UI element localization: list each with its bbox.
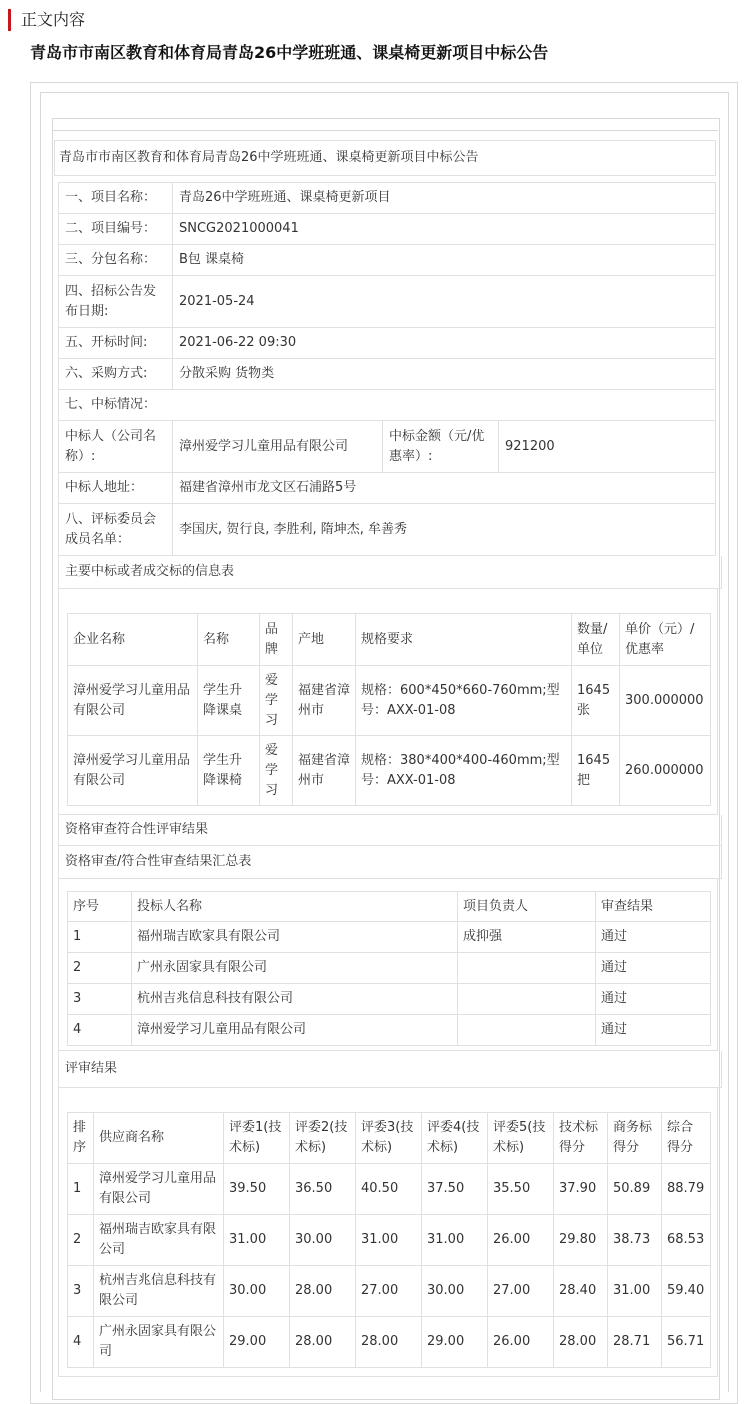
table-cell: 通过: [596, 1015, 711, 1046]
table-cell: 37.50: [422, 1164, 488, 1215]
award-label: 七、中标情况：: [59, 390, 716, 421]
table-cell: 50.89: [608, 1164, 662, 1215]
table-cell: 56.71: [662, 1317, 711, 1368]
table-cell: 3: [68, 1266, 94, 1317]
table-cell: 广州永固家具有限公司: [94, 1317, 224, 1368]
table-cell: 28.00: [290, 1266, 356, 1317]
project-name: 青岛26中学班班通、课桌椅更新项目: [173, 183, 716, 214]
table-cell: 29.80: [554, 1215, 608, 1266]
table-header: 综合得分: [662, 1113, 711, 1164]
table-cell: 35.50: [488, 1164, 554, 1215]
table-cell: 26.00: [488, 1317, 554, 1368]
section-title: 资格审查/符合性审查结果汇总表: [58, 846, 722, 879]
method-label: 六、采购方式:: [59, 359, 173, 390]
eval-table-wrap: [58, 1088, 718, 1377]
table-cell: 通过: [596, 922, 711, 953]
frame-divider: [52, 130, 718, 131]
table-cell: 福州瑞吉欧家具有限公司: [132, 922, 458, 953]
table-header: 产地: [293, 614, 356, 666]
table-row: [68, 1317, 711, 1368]
evaluation-table: [67, 1112, 711, 1368]
table-cell: 88.79: [662, 1164, 711, 1215]
table-cell: 爱学习: [260, 666, 293, 736]
table-cell: 漳州爱学习儿童用品有限公司: [94, 1164, 224, 1215]
table-cell: 27.00: [488, 1266, 554, 1317]
table-cell: 37.90: [554, 1164, 608, 1215]
table-cell: 28.00: [554, 1317, 608, 1368]
table-cell: 28.00: [356, 1317, 422, 1368]
table-header: 企业名称: [68, 614, 198, 666]
table-header: 评委1(技术标): [224, 1113, 290, 1164]
table-header: 单价（元）/优惠率: [620, 614, 711, 666]
table-cell: 30.00: [290, 1215, 356, 1266]
table-header: 排序: [68, 1113, 94, 1164]
project-no: SNCG2021000041: [173, 214, 716, 245]
table-cell: 杭州吉兆信息科技有限公司: [132, 984, 458, 1015]
method: 分散采购 货物类: [173, 359, 716, 390]
table-cell: 4: [68, 1317, 94, 1368]
winner: 漳州爱学习儿童用品有限公司: [173, 421, 383, 473]
section-header: 正文内容: [8, 9, 85, 31]
table-row: [68, 1215, 711, 1266]
table-cell: 1645把: [572, 736, 620, 806]
table-cell: 4: [68, 1015, 132, 1046]
table-cell: 学生升降课椅: [198, 736, 260, 806]
table-cell: 漳州爱学习儿童用品有限公司: [68, 736, 198, 806]
table-cell: 成抑强: [458, 922, 596, 953]
table-cell: 28.40: [554, 1266, 608, 1317]
table-cell: 规格：600*450*660-760mm;型号：AXX-01-08: [356, 666, 572, 736]
section-title: 主要中标或者成交标的信息表: [58, 556, 722, 589]
table-header: 数量/单位: [572, 614, 620, 666]
amount: 921200: [499, 421, 716, 473]
table-header: 评委2(技术标): [290, 1113, 356, 1164]
table-cell: 36.50: [290, 1164, 356, 1215]
table-cell: 40.50: [356, 1164, 422, 1215]
table-header: 商务标得分: [608, 1113, 662, 1164]
committee-label: 八、评标委员会成员名单：: [59, 504, 173, 556]
table-cell: [458, 953, 596, 984]
table-cell: 2: [68, 953, 132, 984]
table-row: [68, 736, 711, 806]
qual-table-wrap: [58, 879, 718, 1051]
table-row: [68, 1015, 711, 1046]
table-cell: 杭州吉兆信息科技有限公司: [94, 1266, 224, 1317]
table-row: [68, 1164, 711, 1215]
goods-table-wrap: [58, 589, 718, 815]
table-cell: 68.53: [662, 1215, 711, 1266]
table-header: 评委3(技术标): [356, 1113, 422, 1164]
table-cell: 2: [68, 1215, 94, 1266]
address: 福建省漳州市龙文区石浦路5号: [173, 473, 716, 504]
table-row: [68, 1266, 711, 1317]
address-label: 中标人地址：: [59, 473, 173, 504]
table-cell: 26.00: [488, 1215, 554, 1266]
table-cell: [458, 1015, 596, 1046]
table-cell: 39.50: [224, 1164, 290, 1215]
table-row: [68, 922, 711, 953]
section-title: 评审结果: [58, 1051, 722, 1088]
table-cell: 27.00: [356, 1266, 422, 1317]
table-cell: 29.00: [224, 1317, 290, 1368]
table-cell: 通过: [596, 953, 711, 984]
project-no-label: 二、项目编号：: [59, 214, 173, 245]
table-cell: 漳州爱学习儿童用品有限公司: [132, 1015, 458, 1046]
table-cell: 31.00: [422, 1215, 488, 1266]
table-cell: 3: [68, 984, 132, 1015]
table-cell: 29.00: [422, 1317, 488, 1368]
table-header: 技术标得分: [554, 1113, 608, 1164]
table-row: [68, 984, 711, 1015]
table-cell: 福建省漳州市: [293, 666, 356, 736]
publish-date-label: 四、招标公告发布日期:: [59, 276, 173, 328]
table-row: [68, 666, 711, 736]
table-cell: 30.00: [422, 1266, 488, 1317]
table-cell: 28.71: [608, 1317, 662, 1368]
publish-date: 2021-05-24: [173, 276, 716, 328]
doc-title: 青岛市市南区教育和体育局青岛26中学班班通、课桌椅更新项目中标公告: [54, 140, 716, 176]
table-cell: [458, 984, 596, 1015]
qualification-table: [67, 891, 711, 1046]
table-cell: 福州瑞吉欧家具有限公司: [94, 1215, 224, 1266]
open-time: 2021-06-22 09:30: [173, 328, 716, 359]
table-cell: 漳州爱学习儿童用品有限公司: [68, 666, 198, 736]
lot: B包 课桌椅: [173, 245, 716, 276]
table-cell: 38.73: [608, 1215, 662, 1266]
table-cell: 31.00: [608, 1266, 662, 1317]
table-header: 名称: [198, 614, 260, 666]
table-cell: 59.40: [662, 1266, 711, 1317]
table-header: 供应商名称: [94, 1113, 224, 1164]
project-info-table: [58, 182, 716, 556]
table-cell: 1645张: [572, 666, 620, 736]
open-time-label: 五、开标时间:: [59, 328, 173, 359]
table-cell: 爱学习: [260, 736, 293, 806]
announcement-body: [54, 140, 716, 1377]
table-header: 项目负责人: [458, 892, 596, 922]
table-header: 评委4(技术标): [422, 1113, 488, 1164]
table-cell: 30.00: [224, 1266, 290, 1317]
table-header: 审查结果: [596, 892, 711, 922]
frame-divider: [728, 92, 729, 1392]
table-cell: 学生升降课桌: [198, 666, 260, 736]
lot-label: 三、分包名称：: [59, 245, 173, 276]
table-header: 评委5(技术标): [488, 1113, 554, 1164]
table-cell: 规格：380*400*400-460mm;型号：AXX-01-08: [356, 736, 572, 806]
table-cell: 300.000000: [620, 666, 711, 736]
table-header: 规格要求: [356, 614, 572, 666]
goods-table: [67, 613, 711, 806]
table-cell: 31.00: [224, 1215, 290, 1266]
page-title: 青岛市市南区教育和体育局青岛26中学班班通、课桌椅更新项目中标公告: [30, 43, 549, 62]
table-cell: 通过: [596, 984, 711, 1015]
table-cell: 260.000000: [620, 736, 711, 806]
table-cell: 福建省漳州市: [293, 736, 356, 806]
table-cell: 1: [68, 922, 132, 953]
winner-label: 中标人（公司名称）:: [59, 421, 173, 473]
table-cell: 1: [68, 1164, 94, 1215]
table-header: 投标人名称: [132, 892, 458, 922]
frame-divider: [40, 92, 728, 93]
table-cell: 31.00: [356, 1215, 422, 1266]
committee: 李国庆, 贺行良, 李胜利, 隋坤杰, 牟善秀: [173, 504, 716, 556]
table-header: 序号: [68, 892, 132, 922]
table-cell: 28.00: [290, 1317, 356, 1368]
project-name-label: 一、项目名称：: [59, 183, 173, 214]
table-header: 品牌: [260, 614, 293, 666]
table-cell: 广州永固家具有限公司: [132, 953, 458, 984]
frame-divider: [40, 92, 41, 1392]
section-title: 资格审查符合性评审结果: [58, 815, 722, 846]
amount-label: 中标金额（元/优惠率）:: [383, 421, 499, 473]
table-row: [68, 953, 711, 984]
